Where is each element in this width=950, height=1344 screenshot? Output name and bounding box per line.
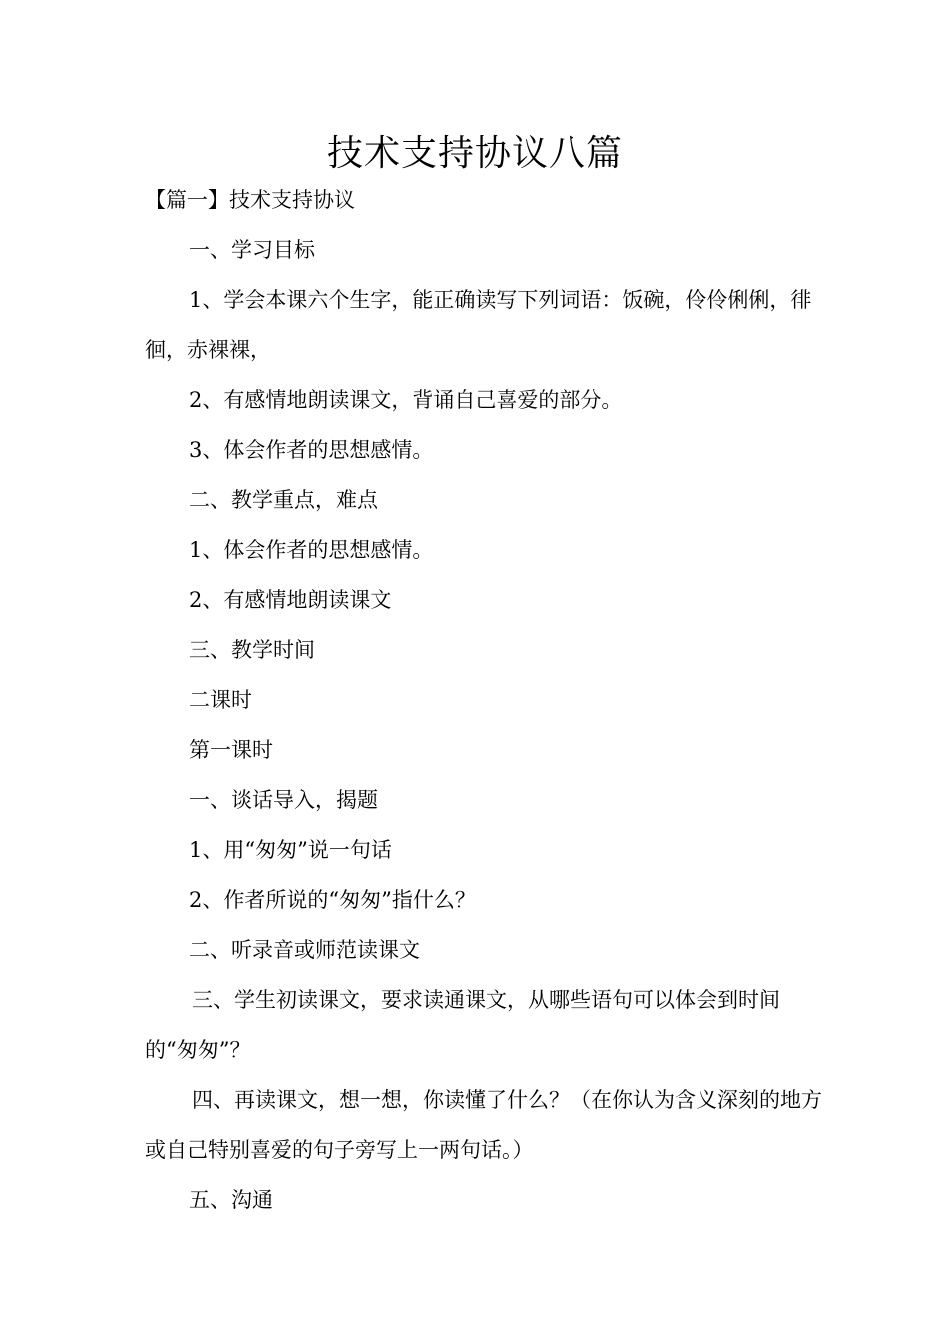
paragraph: 2、有感情地朗读课文 xyxy=(189,588,392,612)
document-title: 技术支持协议八篇 xyxy=(326,133,623,174)
paragraph: 第一课时 xyxy=(189,738,273,762)
section-heading: 【篇一】技术支持协议 xyxy=(145,188,355,212)
paragraph: 2、有感情地朗读课文，背诵自己喜爱的部分。 xyxy=(189,388,623,412)
paragraph: 2、作者所说的“匆匆”指什么？ xyxy=(189,888,476,912)
paragraph: 二、教学重点，难点 xyxy=(189,488,378,512)
paragraph: 1、体会作者的思想感情。 xyxy=(189,538,434,562)
paragraph: 四、再读课文，想一想，你读懂了什么？（在你认为含义深刻的地方或自己特别喜爱的句子旁写上一两句话。） xyxy=(145,1088,822,1162)
paragraph: 一、谈话导入，揭题 xyxy=(189,788,378,812)
paragraph: 二、听录音或师范读课文 xyxy=(189,938,420,962)
paragraph: 三、教学时间 xyxy=(189,638,315,662)
paragraph: 五、沟通 xyxy=(189,1188,273,1212)
paragraph: 1、用“匆匆”说一句话 xyxy=(189,838,392,862)
document-body xyxy=(145,175,825,1225)
paragraph: 一、学习目标 xyxy=(189,238,315,262)
paragraph: 1、学会本课六个生字，能正确读写下列词语：饭碗，伶伶俐俐，徘徊，赤裸裸， xyxy=(145,288,812,362)
paragraph: 二课时 xyxy=(189,688,252,712)
paragraph: 三、学生初读课文，要求读通课文，从哪些语句可以体会到时间的“匆匆”？ xyxy=(145,988,780,1062)
paragraph: 3、体会作者的思想感情。 xyxy=(189,438,434,462)
